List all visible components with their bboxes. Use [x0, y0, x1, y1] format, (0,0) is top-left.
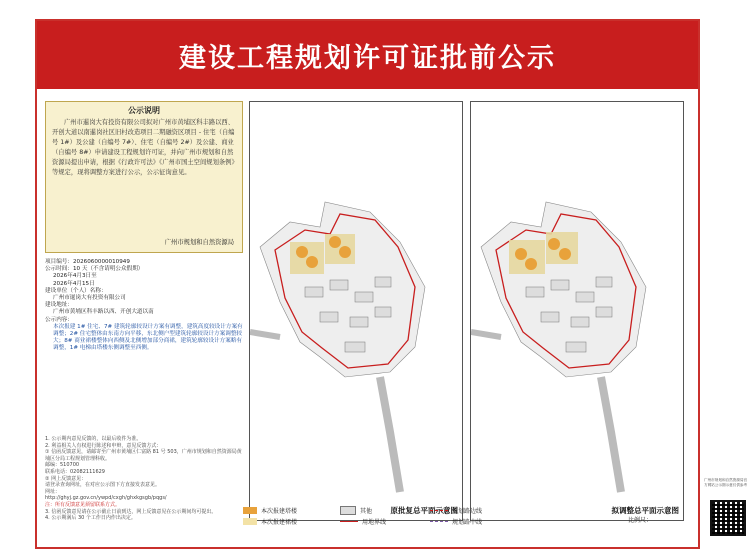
- feedback-line: 4. 公示期满后 30 个工作日内作出决定。: [45, 515, 136, 522]
- address-label: 建设地址：: [45, 302, 73, 309]
- other-swatch: [340, 506, 356, 515]
- legend-item-boundary: [340, 517, 386, 526]
- feedback-line: ② 网上反馈意见：: [45, 475, 87, 482]
- left-column: [45, 101, 243, 522]
- legend-item-podium: [243, 517, 297, 526]
- road-center-line: [430, 521, 448, 522]
- notice-body: 广州市暹岗大有投资有限公司拟对广州市黄埔区科丰路以西、开创大道以南暹岗社区旧村改造项目二期融资区项目 - 住宅（自编号 1#）及公建（自编号 7#）、住宅（自编号 2#）及公建、商业（自编号 8#）申请建设工程规划许可证，并向广州市规划和自然资源局提出申请，根据《行政许可法》《广州市国土空间规划条例》等规定，现将调整方案进行公示，公示征询意见。: [52, 119, 235, 176]
- notice-box: [45, 101, 243, 253]
- adjusted-plan-label: 拟调整总平面示意图: [611, 506, 679, 515]
- road-edge-line: [430, 510, 448, 511]
- legend: [215, 503, 660, 527]
- legend-item-other: [340, 506, 372, 515]
- legend-label: 规划路边线: [452, 508, 483, 515]
- legend-item-road-edge: [430, 506, 482, 515]
- notice-heading: 公示说明: [128, 106, 160, 115]
- boundary-line: [340, 521, 358, 522]
- project-number: 项目编号：2026060000010949: [45, 259, 130, 265]
- project-meta: [45, 259, 243, 353]
- side-note: 广州市规划和自然资源局官方网站公示图示意仅供参考: [704, 478, 748, 487]
- legend-item-road-center: [430, 517, 482, 526]
- legend-item-tower: [243, 506, 297, 515]
- legend-label: 本次报建裙楼: [261, 519, 298, 526]
- original-site-plan: [249, 101, 463, 521]
- notice-period: 公示时间：10 天（不含请明公众假期）: [45, 266, 144, 273]
- legend-label: 本次报建塔楼: [261, 508, 298, 515]
- adjusted-plan-drawing: [471, 102, 683, 520]
- qr-code-icon[interactable]: [710, 500, 746, 536]
- feedback-line: 联系电话：02082111629: [45, 468, 105, 475]
- content-label: 公示内容：: [45, 316, 73, 323]
- legend-label: 规划路中线: [452, 519, 483, 526]
- title-banner: [37, 21, 698, 89]
- applicant-label: 建设单位（个人）名称：: [45, 287, 107, 294]
- applicant-name: 广州市暹岗大有投资有限公司: [53, 295, 126, 302]
- content-value: 本次报建 1# 住宅、7# 建筑轮廓较设计方案有调整，建筑高度较设计方案有调整；2# 住宅整体由东南方向平移，东北侧户型建筑轮廓较设计方案调整较大；8# 商业裙楼整体向西侧及北侧增加部分商裙，建筑轮廓较设计方案略有调整，1# 电梯由塔楼东侧调整至西侧。: [53, 323, 243, 352]
- period-end: 2026年4月15日: [53, 280, 95, 287]
- feedback-line: 注：所有反馈意见须留联系方式。: [45, 501, 121, 508]
- feedback-line: 请登录查询网址，在对应公示图下方直接发表意见。: [45, 482, 161, 489]
- feedback-line: 3. 信函反馈意见请在公示截止日前到达，网上反馈意见在公示期间均可提出。: [45, 508, 217, 515]
- feedback-line: 网址：: [45, 488, 61, 495]
- period-start: 2026年4月3日至: [53, 273, 97, 280]
- original-plan-label: 原批复总平面示意图: [390, 506, 458, 515]
- address-value: 广州市黄埔区科丰路以西、开创大道以南: [53, 309, 154, 316]
- notice-signature: 广州市规划和自然资源局: [164, 239, 234, 246]
- page-title: 建设工程规划许可证批前公示: [179, 42, 556, 74]
- feedback-line: 邮编：510700: [45, 462, 80, 469]
- scale-bar: 比例尺：: [627, 517, 652, 524]
- feedback-url[interactable]: http://ghyj.gz.gov.cn/ywpd/cxgh/ghxkgsgb/pqgs/: [45, 495, 167, 502]
- feedback-section: [45, 436, 243, 522]
- podium-swatch: [243, 518, 257, 525]
- tower-swatch: [243, 507, 257, 514]
- feedback-line: 1. 公示期内意见反馈的，以最后收件为准。: [45, 436, 142, 442]
- legend-label: 用地界线: [362, 519, 387, 526]
- notice-board: [35, 19, 700, 549]
- original-plan-drawing: [250, 102, 462, 520]
- legend-label: 其他: [360, 508, 373, 515]
- feedback-line: 2. 利益相关人有权进行陈述和申辩，意见反馈方式：: [45, 442, 162, 449]
- feedback-line: ① 信函反馈意见，请邮寄至广州市黄埔区仁富路 81 号 503，广州市规划和自然资源局黄埔区分局工程规划管理科收。: [45, 449, 242, 462]
- adjusted-site-plan: [470, 101, 684, 521]
